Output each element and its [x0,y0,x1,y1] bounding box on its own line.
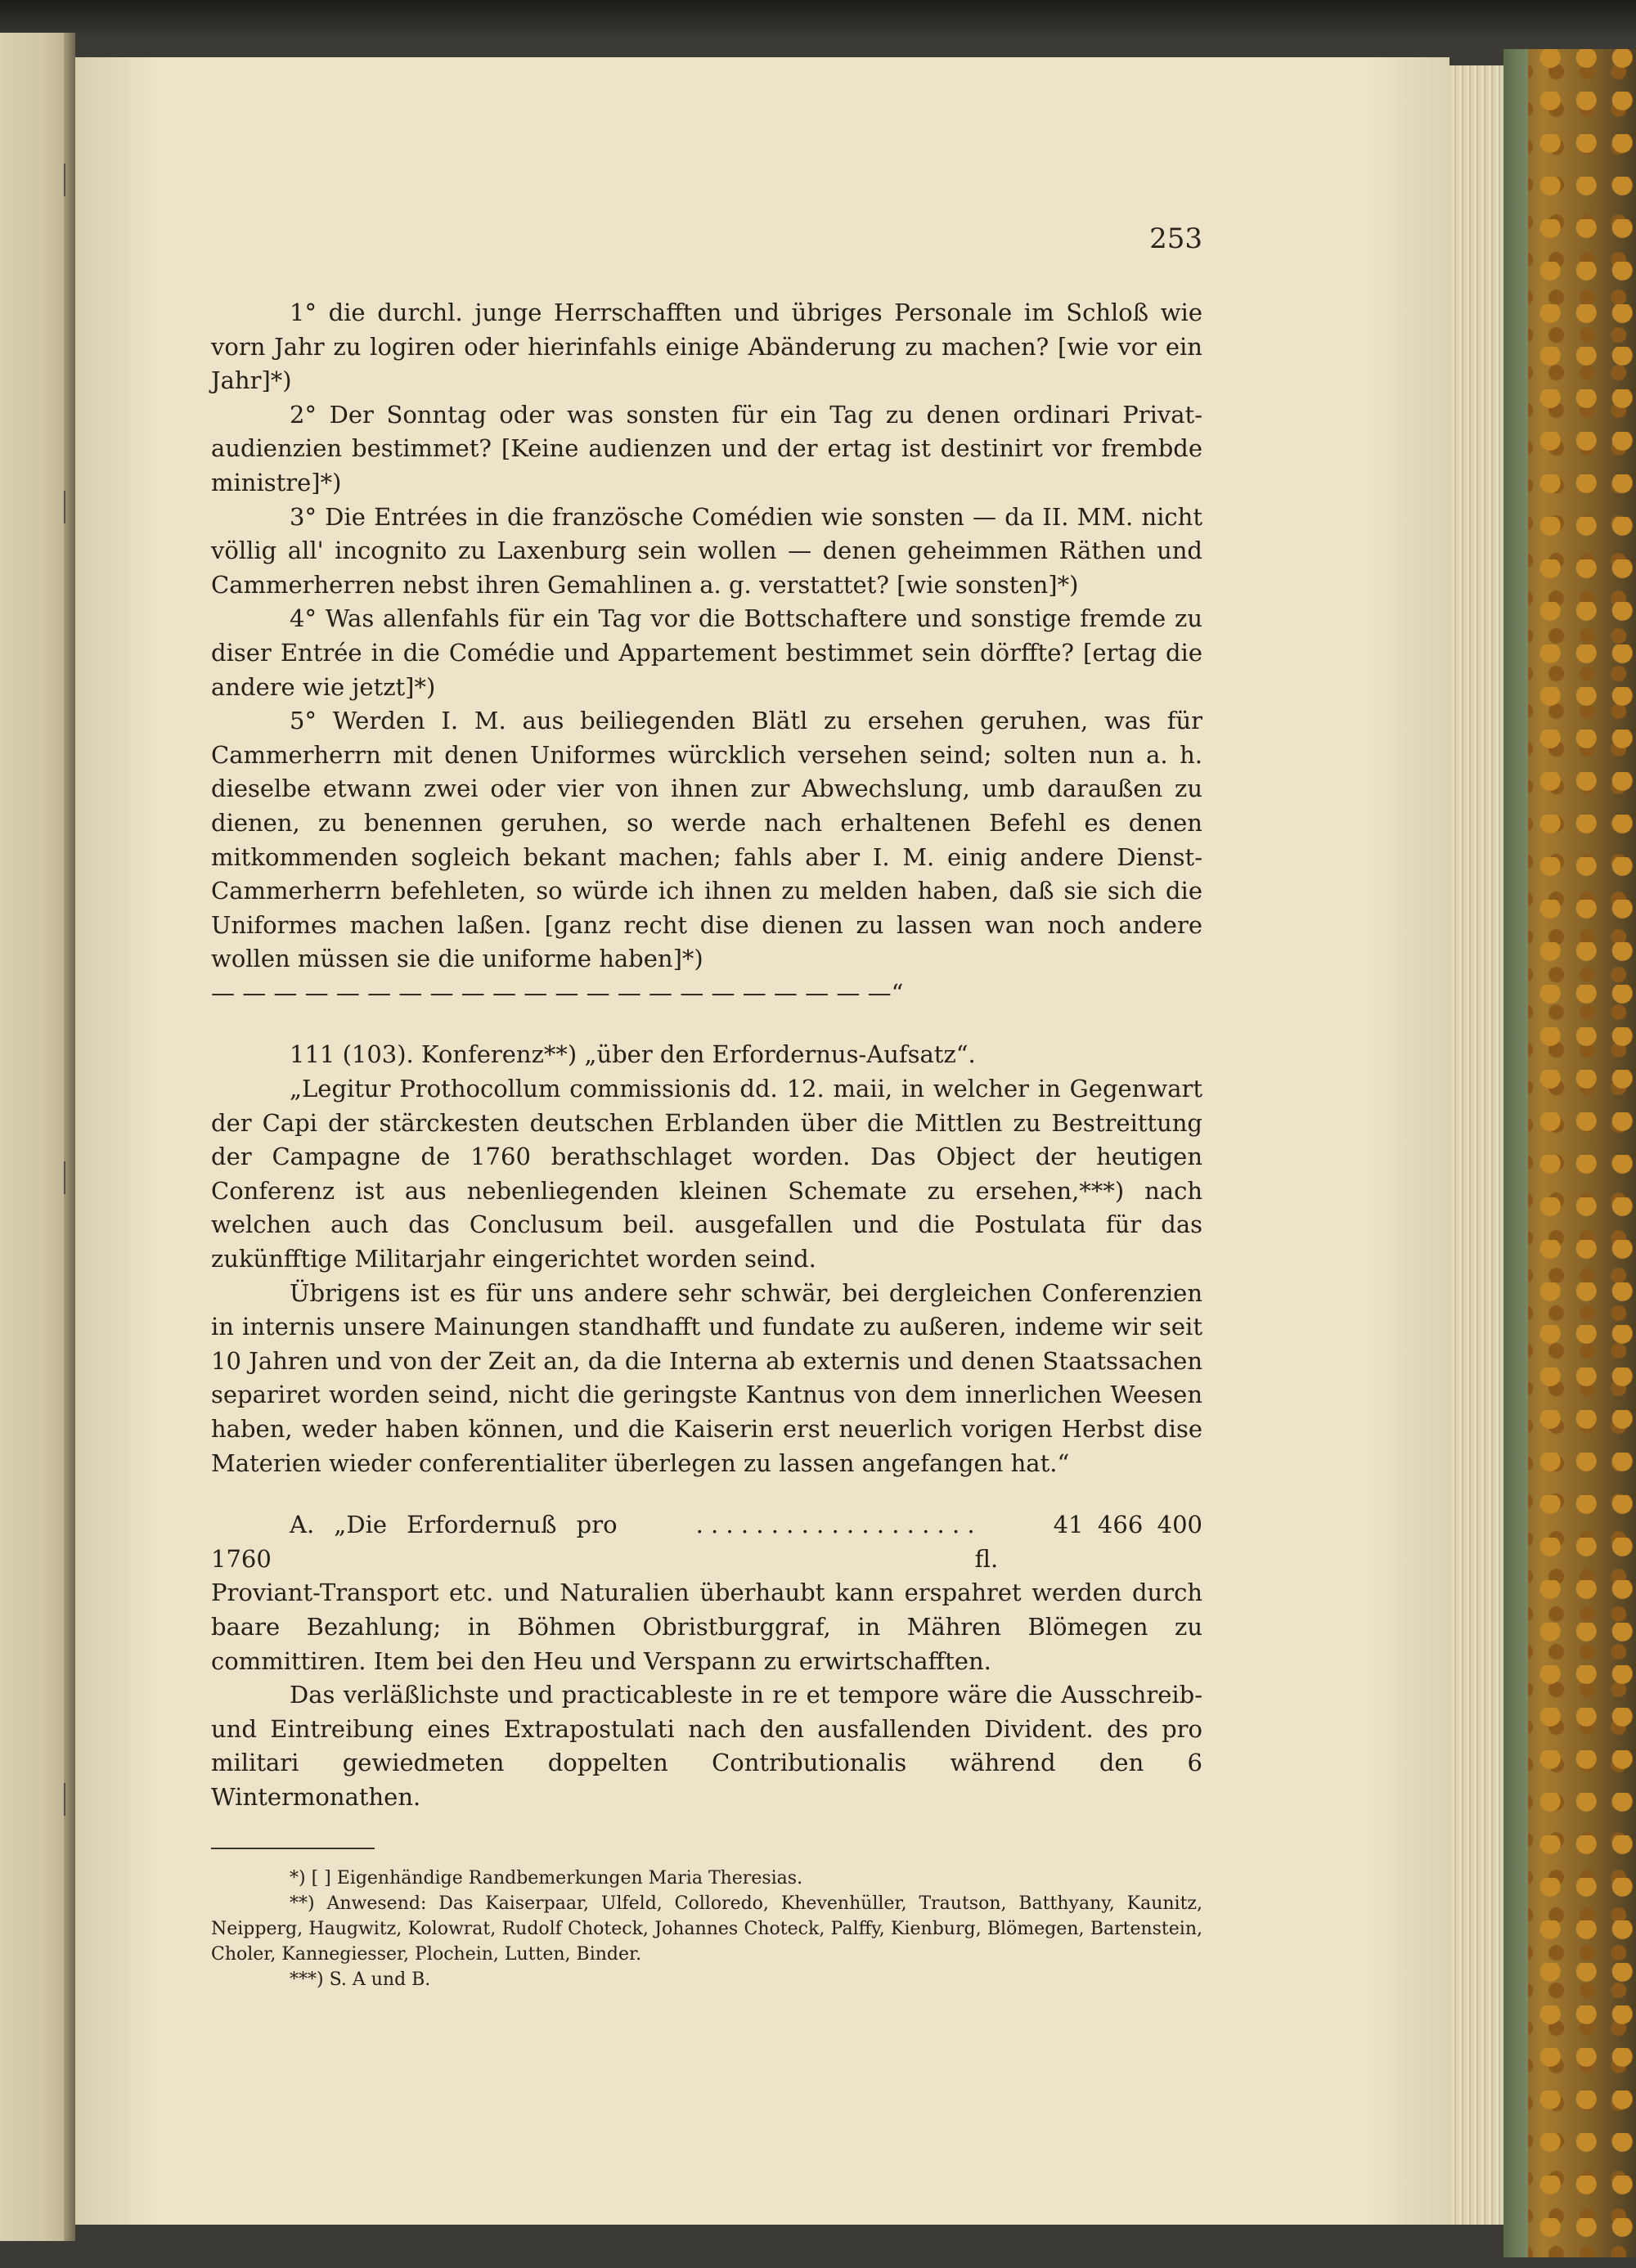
cover-edge [1503,49,1528,2257]
amount-value: 41 466 400 fl. [974,1511,1202,1573]
block-paragraph: Das verläßlichste und practicableste in re et tempore wäre die Ausschreib- und Eintreibung eines Extrapostulati nach den ausfallenden Divident. des pro militari gewiedmeten doppelten Contributionalis während den 6 Wintermonathen. [211,1681,1202,1811]
spine-mark [64,1783,65,1816]
section-paragraph: Übrigens ist es für uns andere sehr schwär, bei dergleichen Conferenzien in internis unsere Mainungen standhafft und fundate zu außeren, indeme wir seit 10 Jahren und von der Zeit an, da die Interna ab externis und denen Staatssachen separiret worden seind, nicht die geringste Kantnus von dem innerlichen Weesen haben, weder haben können, und die Kaiserin erst neuerlich vorigen Herbst dise Materien wieder conferentialiter überlegen zu lassen angefangen hat.“ [211,1278,1202,1477]
amount-line [211,1508,1202,1576]
spine-mark [64,164,65,196]
page-number: 253 [1149,222,1202,255]
footnote: *) [ ] Eigenhändige Randbemerkungen Maria Theresias. [290,1867,803,1889]
marbled-cover [1503,49,1636,2257]
numbered-item: 3° Die Entrées in die französche Comédien wie sonsten — da II. MM. nicht völlig all' incognito zu Laxenburg sein wollen — denen geheimmen Räthen und Cammerherren nebst ihren Gemahlinen a. g. verstattet? [wie sonsten]*) [211,502,1202,599]
gutter-shadow [64,33,75,2241]
dash-separator: — — — — — — — — — — — — — — — — — — — — — —“ [211,978,904,1007]
spacer [211,1480,1202,1508]
block-paragraph: Proviant-Transport etc. und Naturalien überhaubt kann erspahret werden durch baare Bezahlung; in Böhmen Obristburggraf, in Mähren Blömegen zu committiren. Item bei den Heu und Verspann zu erwirtschafften. [211,1579,1202,1675]
numbered-item: 4° Was allenfahls für ein Tag vor die Bottschaftere und sonstige fremde zu diser Entrée in die Comédie und Appartement bestimmet sein dörffte? [ertag die andere wie jetzt]*) [211,604,1202,701]
numbered-item: 2° Der Sonntag oder was sonsten für ein Tag zu denen ordinari Privat-audienzien bestimmet? [Keine audienzen und der ertag ist destinirt vor frembde ministre]*) [211,400,1202,496]
spine-mark [64,1161,65,1194]
spine-mark [64,491,65,523]
section-heading: 111 (103). Konferenz**) „über den Erfordernus-Aufsatz“. [290,1040,976,1069]
page-text [211,221,1202,1992]
footnote-rule [211,1848,375,1849]
dot-leader: . . . . . . . . . . . . . . . . . . . [695,1511,975,1539]
spacer [211,1010,1202,1038]
top-shadow [0,0,1636,39]
numbered-item: 1° die durchl. junge Herrschafften und übriges Personale im Schloß wie vorn Jahr zu logiren oder hierinfahls einige Abänderung zu machen? [wie vor ein Jahr]*) [211,299,1202,395]
facing-page-edge [0,33,75,2241]
section-paragraph: „Legitur Prothocollum commissionis dd. 12. maii, in welcher in Gegenwart der Capi der stärckesten deutschen Erblanden über die Mittlen zu Bestreittung der Campagne de 1760 berathschlaget worden. Das Object der heutigen Conferenz ist aus nebenliegenden kleinen Schemate zu ersehen,***) nach welchen auch das Conclusum beil. ausgefallen und die Postulata für das zukünfftige Militarjahr eingerichtet worden seind. [211,1075,1202,1273]
footnotes [211,1866,1202,1992]
footnote: **) Anwesend: Das Kaiserpaar, Ulfeld, Colloredo, Khevenhüller, Trautson, Batthyany, Kaunitz, Neipperg, Haugwitz, Kolowrat, Rudolf Choteck, Johannes Choteck, Palffy, Kienburg, Blömegen, Bartenstein, Choler, Kannegiesser, Plochein, Lutten, Binder. [211,1893,1202,1965]
footnote: ***) S. A und B. [290,1969,431,1990]
amount-label: A. „Die Erfordernuß pro 1760 [211,1511,618,1573]
numbered-item: 5° Werden I. M. aus beiliegenden Blätl zu ersehen geruhen, was für Cammerherrn mit denen Uniformes würcklich versehen seind; solten nun a. h. dieselbe etwann zwei oder vier von ihnen zur Abwechslung, umb daraußen zu dienen, zu benennen geruhen, so werde nach erhaltenen Befehl es denen mitkommenden sogleich bekant machen; fahls aber I. M. einig andere Dienst-Cammerherrn befehleten, so würde ich ihnen zu melden haben, daß sie sich die Uniformes machen laßen. [ganz recht dise dienen zu lassen wan noch andere wollen müssen sie die uniforme haben]*) [211,707,1202,973]
